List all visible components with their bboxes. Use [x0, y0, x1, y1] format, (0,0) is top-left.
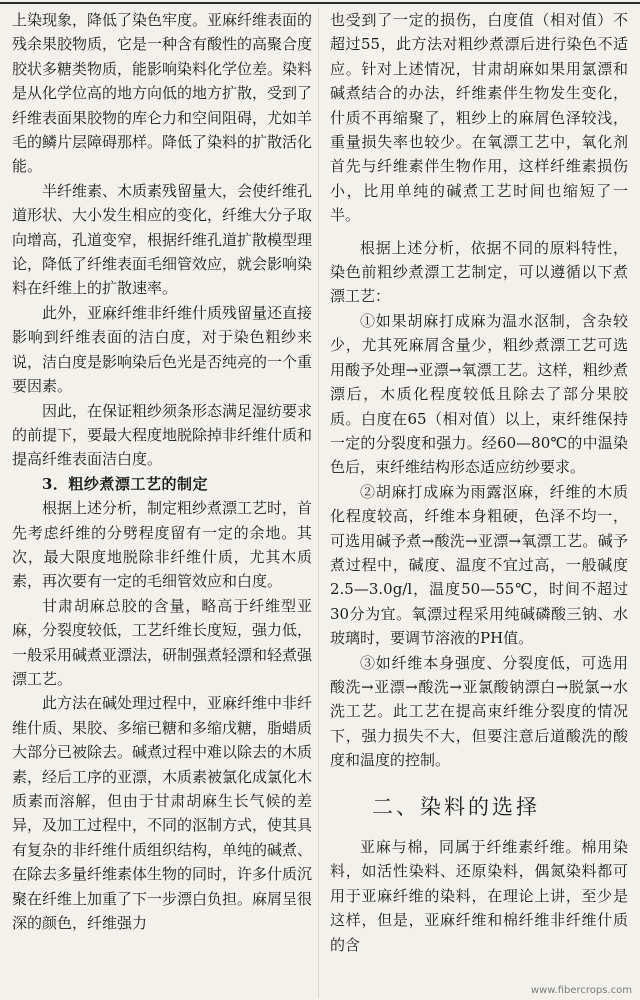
paragraph: 此方法在碱处理过程中，亚麻纤维中非纤维什质、果胶、多缩已糖和多缩戊糖，脂蜡质大部分已被除去。碱煮过程中难以除去的木质素，经后工序的亚漂，木质素被氯化成氯化木质素而溶解，但由于甘肃胡麻生长气候的差异，及加工过程中，不同的沤制方式，使其具有复杂的非纤维什质组织结构，单纯的碱煮、在除去多量纤维素体生物的同时，许多什质沉聚在纤维上加重了下一步漂白负担。麻屑呈很深的颜色，纤维强力 [12, 694, 313, 933]
paragraph: 因此，在保证粗纱须条形态满足湿纺要求的前提下，要最大程度地脱除掉非纤维什质和提高纤维表面洁白度。 [12, 401, 313, 469]
paragraph: 也受到了一定的损伤，白度值（相对值）不超过55，此方法对粗纱煮漂后进行染色不适应。针对上述情况，甘肃胡麻如果用氯漂和碱煮结合的办法，纤维素伴生物发生变化，什质不再缩聚了，粗纱上的麻屑色泽较浅，重量损失率也较少。在氧漂工艺中，氧化剂首先与纤维素伴生物作用，这样纤维素损伤小，比用单纯的碱煮工艺时间也缩短了一半。 [330, 11, 628, 225]
paragraph: 甘肃胡麻总胶的含量，略高于纤维型亚麻，分裂度较低，工艺纤维长度短，强力低，一般采用碱煮亚漂法，研制强煮轻漂和轻煮强漂工艺。 [12, 596, 313, 688]
paragraph: 此外，亚麻纤维非纤维什质残留量还直接影响到纤维表面的洁白度，对于染色粗纱来说，洁白度是影响染后色光是否纯亮的一个重要因素。 [12, 303, 313, 396]
paragraph: 根据上述分析，制定粗纱煮漂工艺时，首先考虑纤维的分劈程度留有一定的余地。其次，最大限度地脱除非纤维什质，尤其木质素，再次要有一定的毛细管效应和白度。 [12, 499, 313, 591]
paragraph: 半纤维素、木质素残留量大，会使纤维孔道形状、大小发生相应的变化，纤维大分子取向增高，孔道变窄，根据纤维孔道扩散模型理论，降低了纤维表面毛细管效应，就会影响染料在纤维上的扩散速率。 [12, 181, 313, 298]
paragraph: ③如纤维本身强度、分裂度低，可选用酸洗→亚漂→酸洗→亚氯酸钠漂白→脱氯→水洗工艺。此工艺在提高束纤维分裂度的情况下，强力损失不大，但要注意后道酸洗的酸度和温度的控制。 [330, 653, 628, 770]
left-column [12, 8, 312, 935]
paragraph: ①如果胡麻打成麻为温水沤制，含杂较少，尤其死麻屑含量少，粗纱煮漂工艺可选用酸予处理→亚漂→氧漂工艺。这样，粗纱煮漂后，木质化程度较低且除去了部分果胶质。白度在65（相对值）以上，束纤维保持一定的分裂度和强力。经60—80℃的中温染色后，束纤维结构形态适应纺纱要求。 [330, 311, 628, 477]
paragraph: 亚麻与棉，同属于纤维素纤维。棉用染料，如活性染料、还原染料，偶氮染料都可用于亚麻纤维的染料，在理论上讲，至少是这样，但是，亚麻纤维和棉纤维非纤维什质的含 [330, 838, 628, 954]
watermark-text: www.fibercrops.com [530, 985, 632, 996]
column-divider [318, 8, 319, 998]
section-title: 二、染料的选择 [372, 794, 540, 819]
right-column [330, 8, 628, 957]
paragraph: 根据上述分析，依据不同的原料特性，染色前粗纱煮漂工艺制定，可以遵循以下煮漂工艺： [330, 238, 628, 306]
top-rule [0, 2, 640, 4]
paragraph: ②胡麻打成麻为雨露沤麻，纤维的木质化程度较高，纤维本身粗硬，色泽不均一，可选用碱予煮→酸洗→亚漂→氧漂工艺。碱予煮过程中，碱度、温度不宜过高，一般碱度2.5—3.0g/l，温度50—55℃，时间不超过30分为宜。氧漂过程采用纯碱磷酸三钠、水玻璃时，要调节溶液的PH值。 [330, 482, 628, 648]
paragraph: 上染现象，降低了染色牢度。亚麻纤维表面的残余果胶物质，它是一种含有酸性的高聚合度胶状多糖类物质，能影响染料化学位差。染料是从化学位高的地方向低的地方扩散，受到了纤维表面果胶物的库仑力和空间阻碍，尤如羊毛的鳞片层障碍那样。降低了染料的扩散活化能。 [12, 11, 313, 176]
subsection-heading: 3．粗纱煮漂工艺的制定 [42, 474, 208, 493]
